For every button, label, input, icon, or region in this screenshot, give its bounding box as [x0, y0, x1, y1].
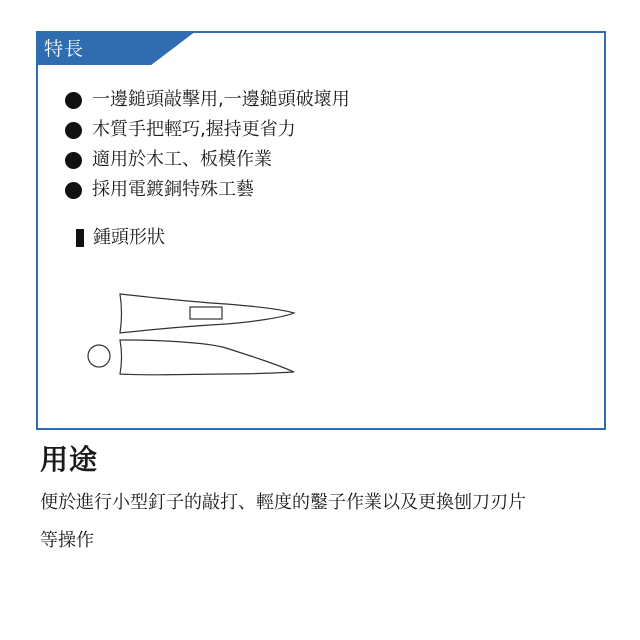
hammer-head-diagram — [86, 288, 306, 383]
usage-title: 用途 — [40, 443, 99, 476]
feature-item — [65, 85, 350, 115]
feature-item — [65, 115, 350, 145]
usage-line: 便於進行小型釘子的敲打、輕度的鑿子作業以及更換刨刀刃片 — [40, 492, 526, 513]
handle-slot — [190, 307, 222, 319]
square-marker-icon — [76, 229, 84, 247]
usage-line: 等操作 — [40, 530, 94, 551]
bullet-icon — [65, 122, 82, 139]
feature-text: 採用電鍍銅特殊工藝 — [92, 179, 254, 200]
features-list — [65, 85, 350, 205]
bullet-icon — [65, 92, 82, 109]
hammer-head-side-view — [88, 340, 294, 375]
hammer-shape-heading — [76, 227, 165, 249]
bullet-icon — [65, 152, 82, 169]
feature-text: 一邊鎚頭敲擊用,一邊鎚頭破壞用 — [92, 89, 350, 110]
feature-item — [65, 145, 350, 175]
features-panel — [36, 31, 606, 430]
feature-item — [65, 175, 350, 205]
hammer-head-top-view — [120, 294, 294, 333]
feature-text: 木質手把輕巧,握持更省力 — [92, 119, 296, 140]
bullet-icon — [65, 182, 82, 199]
striking-face-circle — [88, 345, 110, 367]
usage-description — [40, 484, 600, 560]
feature-text: 適用於木工、板模作業 — [92, 149, 272, 170]
features-tab-label: 特長 — [44, 38, 85, 60]
hammer-shape-heading-text: 鍾頭形狀 — [93, 227, 165, 248]
